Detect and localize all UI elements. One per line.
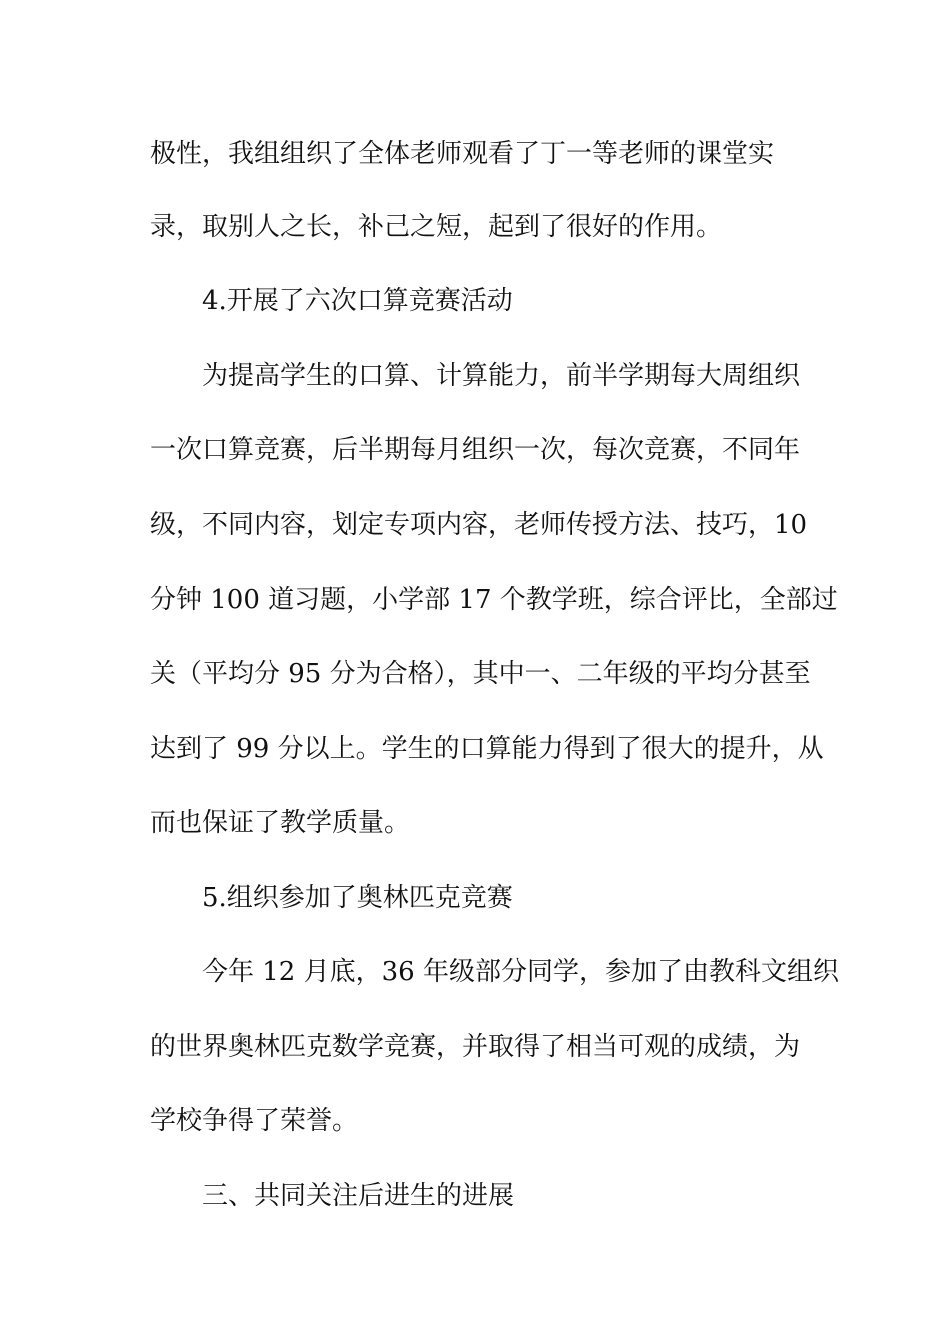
text-line: 而也保证了教学质量。 (150, 808, 411, 838)
text-line: 极性，我组组织了全体老师观看了丁一等老师的课堂实 (150, 139, 775, 169)
section-heading: 4.开展了六次口算竞赛活动 (202, 286, 513, 316)
text-line: 达到了 99 分以上。学生的口算能力得到了很大的提升，从 (150, 734, 824, 764)
text-line: 一次口算竞赛，后半期每月组织一次，每次竞赛，不同年 (150, 435, 801, 465)
paragraph-start: 为提高学生的口算、计算能力，前半学期每大周组织 (202, 361, 801, 391)
text-line: 的世界奥林匹克数学竞赛，并取得了相当可观的成绩，为 (150, 1032, 801, 1062)
section-heading: 5.组织参加了奥林匹克竞赛 (202, 883, 513, 913)
text-line: 录，取别人之长，补己之短，起到了很好的作用。 (150, 212, 723, 242)
text-line: 级，不同内容，划定专项内容，老师传授方法、技巧，10 (150, 510, 808, 540)
section-heading: 三、共同关注后进生的进展 (202, 1181, 515, 1211)
text-line: 分钟 100 道习题，小学部 17 个教学班，综合评比，全部过 (150, 585, 838, 615)
text-line: 学校争得了荣誉。 (150, 1106, 359, 1136)
text-line: 关（平均分 95 分为合格），其中一、二年级的平均分甚至 (150, 659, 811, 689)
paragraph-start: 今年 12 月底，36 年级部分同学，参加了由教科文组织 (202, 957, 839, 987)
